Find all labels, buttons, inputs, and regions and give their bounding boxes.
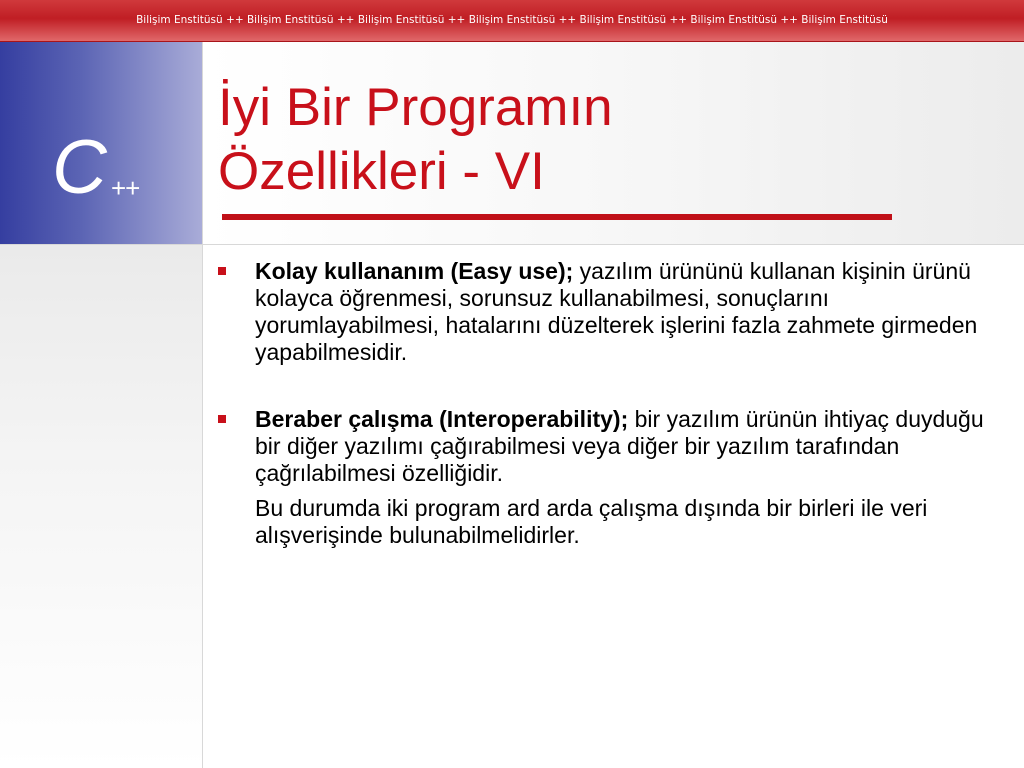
bullet-term: Kolay kullananım (Easy use); — [255, 258, 574, 284]
slide-title — [218, 76, 613, 204]
bullet-continuation: Bu durumda iki program ard arda çalışma dışında bir birleri ile veri alışverişinde bulunabilmelidirler. — [255, 495, 928, 548]
bullet-item-easy-use — [215, 258, 985, 366]
divider-vertical — [202, 42, 203, 768]
title-underline — [222, 214, 892, 220]
header-band — [0, 0, 1024, 42]
slide-title-line-1: İyi Bir Programın — [218, 78, 613, 137]
slide-title-line-2: Özellikleri - VI — [218, 142, 545, 201]
square-bullet-icon — [218, 415, 226, 423]
cpp-logo — [0, 42, 202, 244]
logo-letter: C — [52, 125, 107, 210]
header-band-text: Bilişim Enstitüsü ++ Bilişim Enstitüsü ++ Bilişim Enstitüsü ++ Bilişim Enstitüsü ++ Bilişim Enstitüsü ++ Bilişim Enstitüsü ++ Bilişim Enstitüsü — [136, 14, 888, 26]
square-bullet-icon — [218, 267, 226, 275]
slide-content — [215, 258, 985, 572]
bullet-item-interoperability — [215, 406, 985, 487]
divider-horizontal — [0, 244, 1024, 245]
bullet-text: yazılım ürününü kullanan kişinin ürünü kolayca öğrenmesi, sorunsuz kullanabilmesi, sonuçlarını yorumlayabilmesi, hatalarını düzelterek işlerini fazla zahmete girmeden yapabilmesidir. — [255, 258, 978, 365]
bullet-term: Beraber çalışma (Interoperability); — [255, 406, 629, 432]
left-panel — [0, 245, 202, 768]
logo-superscript: ++ — [111, 173, 140, 203]
bullet-text: bir yazılım ürünün ihtiyaç duyduğu bir diğer yazılımı çağırabilmesi veya diğer bir yazılım tarafından çağrılabilmesi özelliğidir. — [255, 406, 984, 486]
